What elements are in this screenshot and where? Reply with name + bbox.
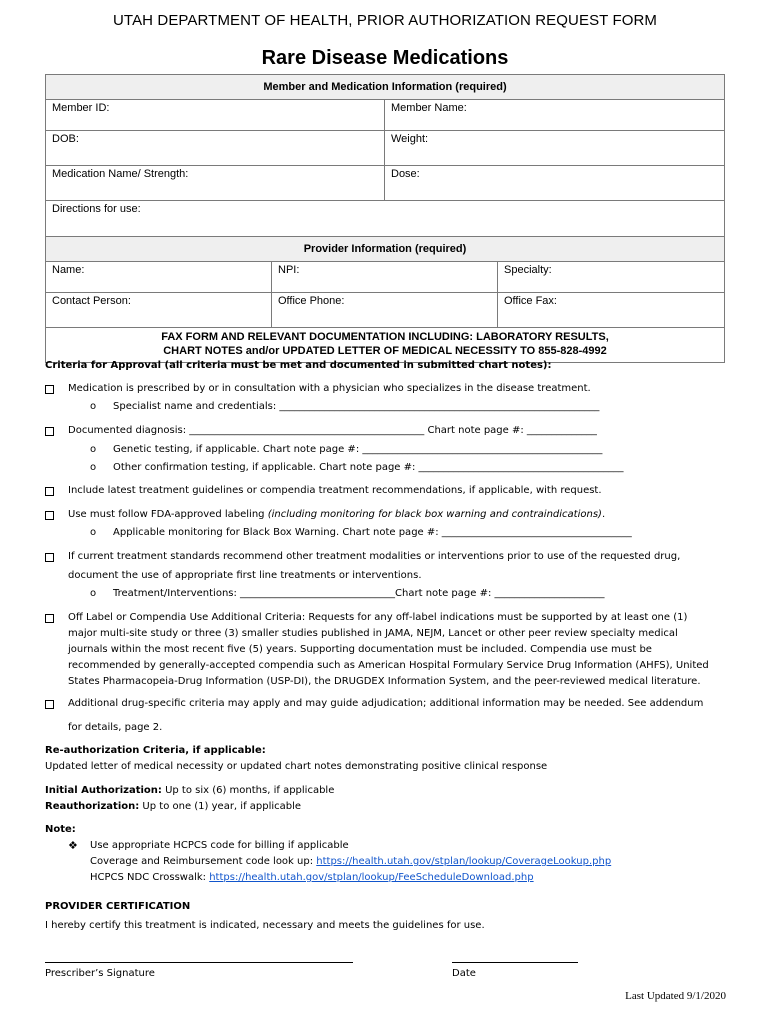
criterion-4 (68, 507, 605, 523)
member-id-field[interactable]: Member ID: (46, 100, 385, 131)
bullet-circle-icon: o (90, 588, 97, 599)
criterion-2b: Other confirmation testing, if applicable. Chart note page #: _________________________________________ (113, 462, 624, 473)
initial-label: Initial Authorization: (45, 785, 162, 796)
provider-section-title: Provider Information (303, 243, 412, 255)
criterion-6-line-2: major multi-site study or three (3) smaller studies published in JAMA, NEJM, Lancet or other peer review specialty medical (68, 628, 678, 639)
date-label: Date (452, 968, 476, 979)
medication-field[interactable]: Medication Name/ Strength: (46, 166, 385, 201)
criterion-3: Include latest treatment guidelines or compendia treatment recommendations, if applicable, with request. (68, 485, 602, 496)
reauth-value: Up to one (1) year, if applicable (139, 801, 302, 812)
criterion-2a: Genetic testing, if applicable. Chart note page #: ________________________________________________ (113, 444, 603, 455)
ndc-label: HCPCS NDC Crosswalk: (90, 872, 210, 883)
criterion-7-checkbox[interactable] (45, 700, 54, 709)
signature-line[interactable] (45, 962, 353, 963)
specialty-field[interactable]: Specialty: (498, 262, 725, 293)
criterion-1-checkbox[interactable] (45, 385, 54, 394)
ndc-link[interactable]: https://health.utah.gov/stplan/lookup/FeeScheduleDownload.php (209, 872, 534, 883)
required-tag: (required) (414, 243, 467, 255)
initial-text: Up to six (6) months, if applicable (161, 785, 335, 796)
criterion-1: Medication is prescribed by or in consultation with a physician who specializes in the disease treatment. (68, 383, 591, 394)
criterion-4-checkbox[interactable] (45, 511, 54, 520)
bullet-circle-icon: o (90, 527, 97, 538)
last-updated: Last Updated 9/1/2020 (625, 990, 726, 1002)
criterion-4a: Applicable monitoring for Black Box Warning. Chart note page #: ______________________________________ (113, 527, 632, 538)
dob-field[interactable]: DOB: (46, 131, 385, 166)
criterion-2: Documented diagnosis: _______________________________________________ Chart note page #: ______________ (68, 425, 597, 436)
coverage-link[interactable]: https://health.utah.gov/stplan/lookup/CoverageLookup.php (316, 856, 612, 867)
provider-name-field[interactable]: Name: (46, 262, 272, 293)
criterion-6-line-3: journals within the most recent five (5) years. Supporting documentation must be included. Compendia use must be (68, 644, 652, 655)
initial-authorization (45, 783, 334, 799)
criterion-6-line-1: Off Label or Compendia Use Additional Criteria: Requests for any off-label indications must be supported by at least one (1) (68, 612, 688, 623)
coverage-label: Coverage and Reimbursement code look up: (90, 856, 317, 867)
note-hcpcs: Use appropriate HCPCS code for billing if applicable (90, 840, 349, 851)
date-line[interactable] (452, 962, 578, 963)
criterion-5-line-1: If current treatment standards recommend other treatment modalities or interventions prior to use of the requested drug, (68, 551, 681, 562)
reauth-label: Reauthorization: (45, 801, 140, 812)
cert-text: I hereby certify this treatment is indicated, necessary and meets the guidelines for use. (45, 920, 485, 931)
directions-field[interactable]: Directions for use: (46, 201, 725, 237)
office-fax-field[interactable]: Office Fax: (498, 293, 725, 328)
note-label: Note: (45, 824, 76, 835)
dose-field[interactable]: Dose: (385, 166, 725, 201)
npi-field[interactable]: NPI: (272, 262, 498, 293)
fax-line-2: CHART NOTES and/or UPDATED LETTER OF MEDICAL NECESSITY TO 855-828-4992 (163, 345, 607, 357)
member-provider-table (45, 74, 725, 363)
bullet-circle-icon: o (90, 401, 97, 412)
criterion-6-line-4: recommended by generally-accepted compendia such as American Hospital Formulary Service Drug Information (AHFS), United (68, 660, 709, 671)
criterion-7-line-1: Additional drug-specific criteria may apply and may guide adjudication; additional information may be needed. See addendum (68, 698, 704, 709)
form-title: Rare Disease Medications (261, 47, 509, 69)
member-section-title: Member and Medication Information (263, 81, 453, 93)
criterion-6-line-5: States Pharmacopeia-Drug Information (USP-DI), the DRUGDEX Information System, and the peer-reviewed medical literature. (68, 676, 701, 687)
signature-label: Prescriber’s Signature (45, 968, 155, 979)
cert-heading: PROVIDER CERTIFICATION (45, 901, 191, 912)
criterion-7-line-2: for details, page 2. (68, 722, 163, 733)
member-section-header (46, 75, 725, 100)
form-header: UTAH DEPARTMENT OF HEALTH, PRIOR AUTHORIZATION REQUEST FORM (113, 12, 657, 29)
contact-person-field[interactable]: Contact Person: (46, 293, 272, 328)
diamond-bullet-icon: ❖ (68, 839, 78, 852)
provider-section-header (46, 237, 725, 262)
criterion-5a: Treatment/Interventions: _______________________________Chart note page #: ______________________ (113, 588, 605, 599)
criterion-4-text: Use must follow FDA-approved labeling (68, 509, 268, 520)
bullet-circle-icon: o (90, 462, 97, 473)
reauthorization (45, 799, 301, 815)
criterion-6-checkbox[interactable] (45, 614, 54, 623)
fax-line-1: FAX FORM AND RELEVANT DOCUMENTATION INCLUDING: LABORATORY RESULTS, (161, 331, 609, 343)
criterion-1a: Specialist name and credentials: ________________________________________________________________ (113, 401, 600, 412)
criterion-2-checkbox[interactable] (45, 427, 54, 436)
office-phone-field[interactable]: Office Phone: (272, 293, 498, 328)
criterion-3-checkbox[interactable] (45, 487, 54, 496)
coverage-lookup (90, 854, 611, 870)
criterion-5-line-2: document the use of appropriate first line treatments or interventions. (68, 570, 422, 581)
required-tag: (required) (455, 81, 507, 93)
member-name-field[interactable]: Member Name: (385, 100, 725, 131)
criterion-5-checkbox[interactable] (45, 553, 54, 562)
criterion-4-end: . (601, 509, 606, 520)
criterion-4-italic: (including monitoring for black box warning and contraindications) (267, 509, 602, 520)
bullet-circle-icon: o (90, 444, 97, 455)
reauth-text: Updated letter of medical necessity or updated chart notes demonstrating positive clinical response (45, 761, 548, 772)
weight-field[interactable]: Weight: (385, 131, 725, 166)
criteria-heading: Criteria for Approval (all criteria must be met and documented in submitted chart notes): (45, 360, 552, 371)
reauth-heading: Re-authorization Criteria, if applicable: (45, 745, 266, 756)
ndc-crosswalk (90, 870, 534, 886)
